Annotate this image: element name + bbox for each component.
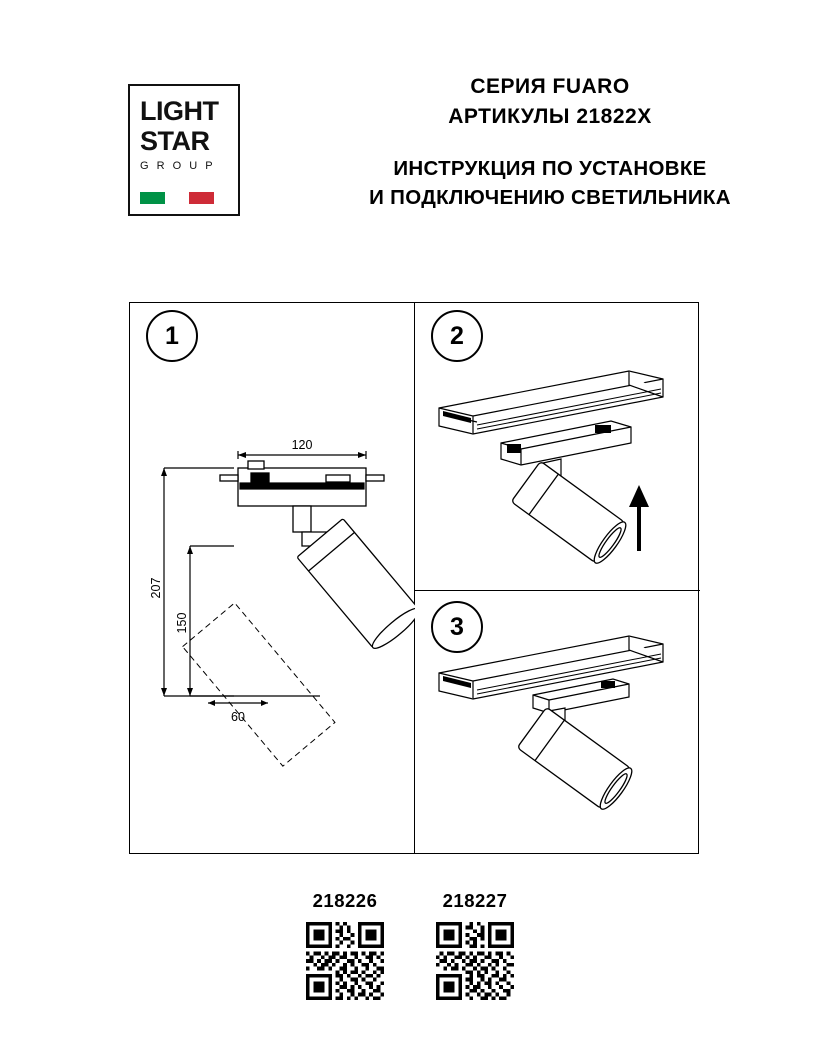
panel-step-2 xyxy=(415,303,700,591)
dim-label-120: 120 xyxy=(291,438,313,452)
product-code-label: 218226 xyxy=(312,890,378,911)
qr-code-icon xyxy=(436,922,514,1000)
instruction-line-2: И ПОДКЛЮЧЕНИЮ СВЕТИЛЬНИКА xyxy=(369,186,731,209)
product-code-block-1 xyxy=(275,890,415,1000)
mounted-lamp-drawing xyxy=(415,591,700,855)
track-insert-drawing xyxy=(415,303,700,591)
step-number-3: 3 xyxy=(431,601,483,653)
logo-text-star: STAR xyxy=(140,126,210,156)
step-number-2: 2 xyxy=(431,310,483,362)
article-title: АРТИКУЛЫ 21822Х xyxy=(448,105,652,128)
product-code-block-2 xyxy=(405,890,545,1000)
dim-label-60: 60 xyxy=(231,710,245,724)
qr-code-icon xyxy=(306,922,384,1000)
instruction-panels xyxy=(129,302,699,854)
header-title-block xyxy=(280,72,820,212)
page-header xyxy=(0,72,826,232)
series-title: СЕРИЯ FUARO xyxy=(470,75,630,98)
logo-text-light: LIGHT xyxy=(140,96,219,126)
product-codes xyxy=(0,890,826,1020)
dim-label-150: 150 xyxy=(175,612,189,634)
panel-step-3 xyxy=(415,591,700,855)
dim-label-207: 207 xyxy=(149,577,163,599)
direction-arrow-icon xyxy=(629,485,649,551)
italian-flag-icon xyxy=(140,192,214,204)
logo-text-group: G R O U P xyxy=(140,160,216,172)
panel-step-1 xyxy=(130,303,415,853)
lightstar-group-logo xyxy=(128,84,240,216)
dimension-drawing xyxy=(130,303,415,855)
instruction-line-1: ИНСТРУКЦИЯ ПО УСТАНОВКЕ xyxy=(393,157,707,180)
product-code-label: 218227 xyxy=(442,890,508,911)
step-number-1: 1 xyxy=(146,310,198,362)
